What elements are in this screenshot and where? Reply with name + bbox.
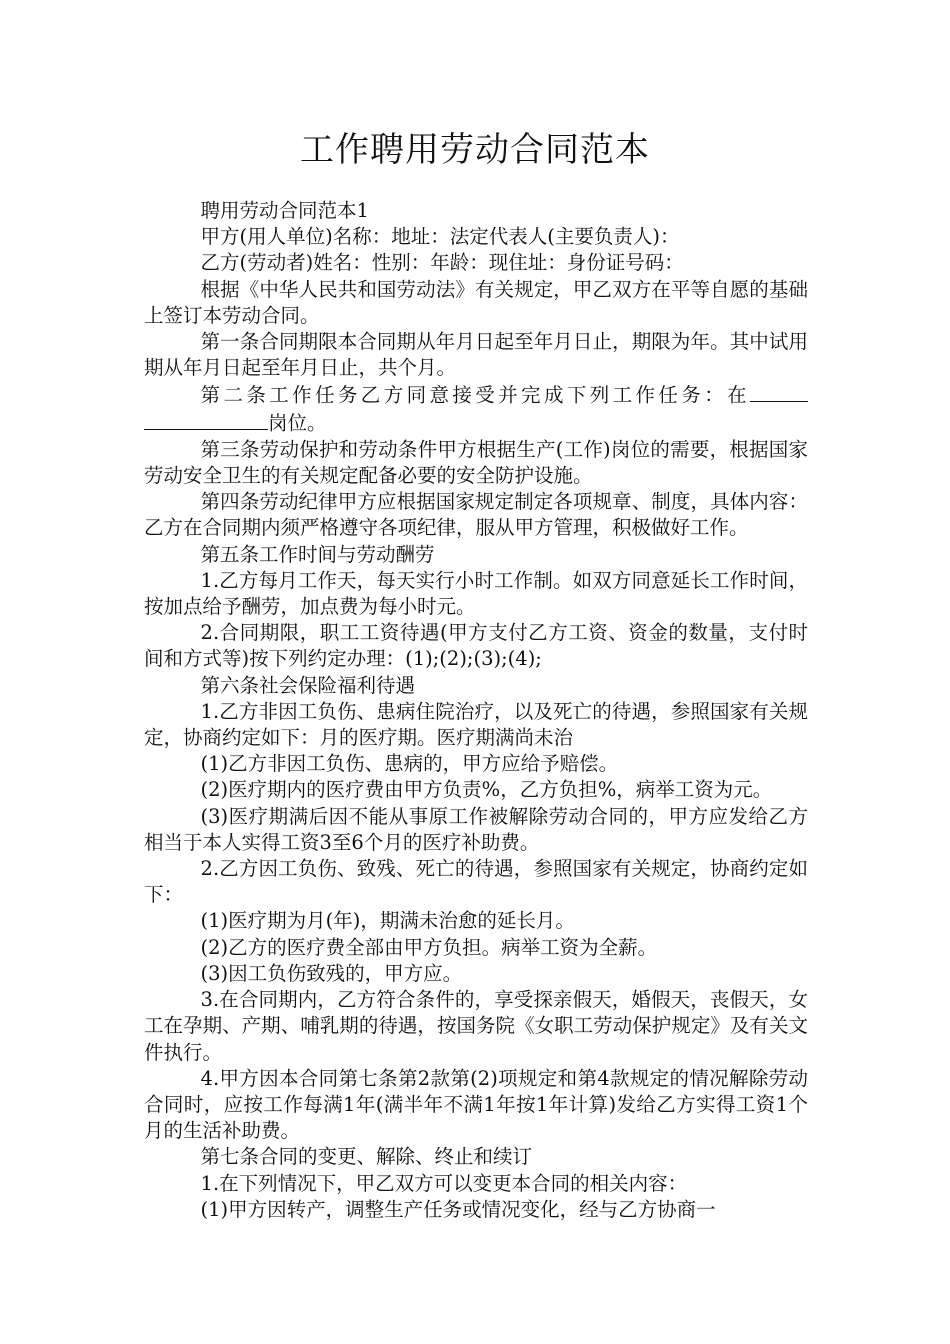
paragraph: 第五条工作时间与劳动酬劳 xyxy=(200,542,435,566)
fill-in-blank xyxy=(750,381,808,402)
paragraph: 1.在下列情况下，甲乙双方可以变更本合同的相关内容： xyxy=(200,1171,688,1195)
paragraph: 3.在合同期内，乙方符合条件的，享受探亲假天，婚假天，丧假天，女工在孕期、产期、哺乳期的待遇，按国务院《女职工劳动保护规定》及有关文件执行。 xyxy=(144,988,808,1064)
paragraph: 第六条社会保险福利待遇 xyxy=(200,673,416,697)
paragraph: (3)医疗期满后因不能从事原工作被解除劳动合同的，甲方应发给乙方相当于本人实得工资3至6个月的医疗补助费。 xyxy=(144,804,808,854)
paragraph: (1)医疗期为月(年)，期满未治愈的延长月。 xyxy=(200,909,575,933)
paragraph: 第七条合同的变更、解除、终止和续订 xyxy=(200,1145,533,1169)
paragraph: (1)甲方因转产，调整生产任务或情况变化，经与乙方协商一 xyxy=(200,1197,716,1221)
paragraph: 乙方(劳动者)姓名：性别：年龄：现住址：身份证号码： xyxy=(200,251,684,275)
paragraph-text: 第二条工作任务乙方同意接受并完成下列工作任务：在 xyxy=(200,383,750,407)
paragraph: 甲方(用人单位)名称：地址：法定代表人(主要负责人)： xyxy=(200,225,680,249)
fill-in-blank xyxy=(144,409,268,430)
document-body xyxy=(144,198,808,1223)
paragraph: (3)因工负伤致残的，甲方应。 xyxy=(200,961,463,985)
paragraph: 根据《中华人民共和国劳动法》有关规定，甲乙双方在平等自愿的基础上签订本劳动合同。 xyxy=(144,277,808,327)
document-title: 工作聘用劳动合同范本 xyxy=(300,130,650,170)
paragraph-with-blank xyxy=(144,381,808,436)
paragraph: 1.乙方非因工负伤、患病住院治疗，以及死亡的待遇，参照国家有关规定，协商约定如下：月的医疗期。医疗期满尚未治 xyxy=(144,699,808,750)
paragraph: 第四条劳动纪律甲方应根据国家规定制定各项规章、制度，具体内容：乙方在合同期内须严格遵守各项纪律，服从甲方管理，积极做好工作。 xyxy=(144,490,808,540)
paragraph: 第一条合同期限本合同期从年月日起至年月日止，期限为年。其中试用期从年月日起至年月日止，共个月。 xyxy=(144,330,808,380)
paragraph: (2)乙方的医疗费全部由甲方负担。病举工资为全薪。 xyxy=(200,935,658,959)
paragraph: (2)医疗期内的医疗费由甲方负责%，乙方负担%，病举工资为元。 xyxy=(200,778,773,802)
paragraph: 4.甲方因本合同第七条第2款第(2)项规定和第4款规定的情况解除劳动合同时，应按工作每满1年(满半年不满1年按1年计算)发给乙方实得工资1个月的生活补助费。 xyxy=(144,1066,808,1143)
paragraph: 2.合同期限，职工工资待遇(甲方支付乙方工资、资金的数量，支付时间和方式等)按下列约定办理：(1);(2);(3);(4); xyxy=(144,621,808,671)
paragraph: 聘用劳动合同范本1 xyxy=(200,199,369,222)
paragraph-text: 岗位。 xyxy=(268,411,327,435)
paragraph: 第三条劳动保护和劳动条件甲方根据生产(工作)岗位的需要，根据国家劳动安全卫生的有关规定配备必要的安全防护设施。 xyxy=(144,437,808,488)
paragraph: 2.乙方因工负伤、致残、死亡的待遇，参照国家有关规定，协商约定如下： xyxy=(144,857,808,907)
paragraph: (1)乙方非因工负伤、患病的，甲方应给予赔偿。 xyxy=(200,752,619,776)
paragraph: 1.乙方每月工作天，每天实行小时工作制。如双方同意延长工作时间，按加点给予酬劳，加点费为每小时元。 xyxy=(144,568,808,619)
